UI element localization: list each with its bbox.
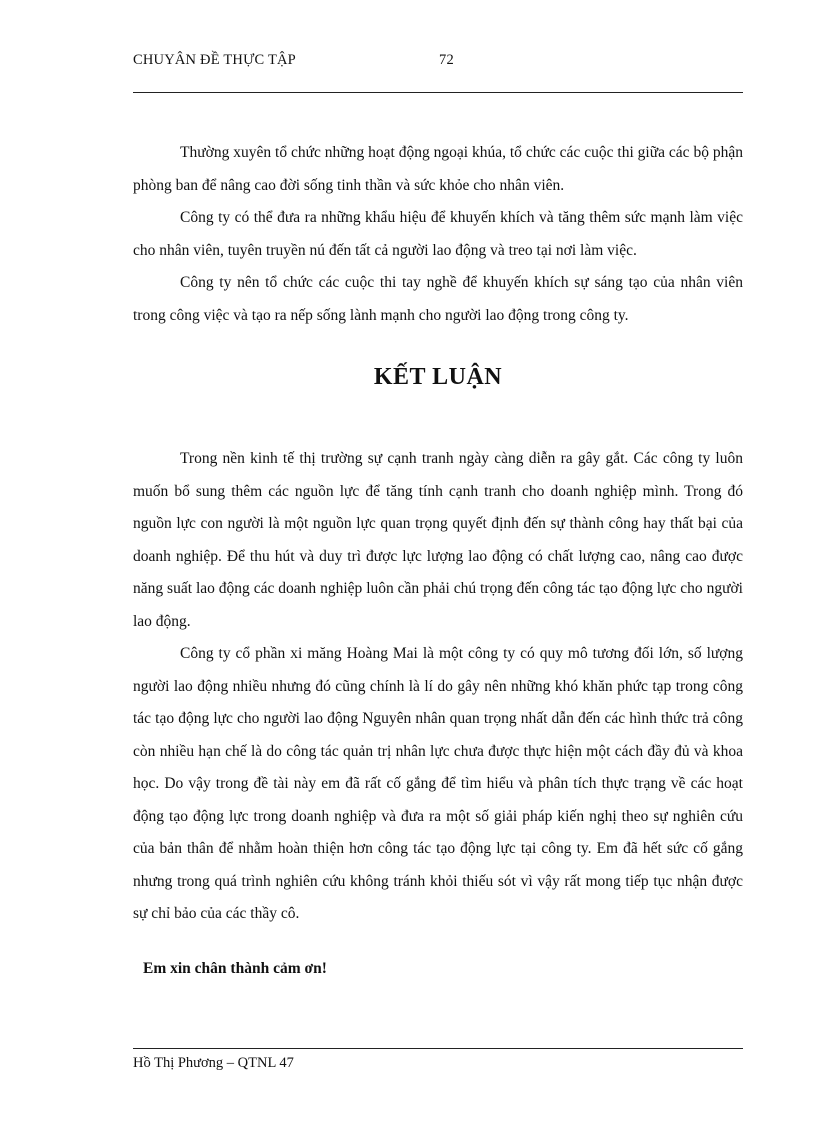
paragraph: Công ty nên tổ chức các cuộc thi tay nghề để khuyến khích sự sáng tạo của nhân viên trong công việc và tạo ra nếp sống lành mạnh cho người lao động trong công ty. xyxy=(133,274,743,324)
paragraph: Công ty có thể đưa ra những khẩu hiệu để khuyến khích và tăng thêm sức mạnh làm việc cho nhân viên, tuyên truyền nú đến tất cả người lao động và treo tại nơi làm việc. xyxy=(133,209,743,259)
footer-author: Hồ Thị Phương – QTNL 47 xyxy=(133,1055,294,1071)
conclusion-heading: KẾT LUẬN xyxy=(373,364,503,390)
paragraph: Thường xuyên tổ chức những hoạt động ngoại khúa, tổ chức các cuộc thi giữa các bộ phận phòng ban để nâng cao đời sống tinh thần và sức khỏe cho nhân viên. xyxy=(133,144,743,194)
header-title: CHUYÂN ĐỀ THỰC TẬP xyxy=(133,52,296,68)
recommendations-section xyxy=(133,137,743,332)
conclusion-section xyxy=(133,443,743,931)
paragraph: Trong nền kinh tế thị trường sự cạnh tranh ngày càng diễn ra gây gắt. Các công ty luôn muốn bổ sung thêm các nguồn lực để tăng tính cạnh tranh cho doanh nghiệp mình. Trong đó nguồn lực con người là một nguồn lực quan trọng quyết định đến sự thành công hay thất bại của doanh nghiệp. Để thu hút và duy trì được lực lượng lao động có chất lượng cao, nâng cao được năng suất lao động các doanh nghiệp luôn cần phải chú trọng đến công tác tạo động lực cho người lao động. xyxy=(133,450,743,630)
page-header xyxy=(133,52,743,76)
footer-rule xyxy=(133,1048,743,1049)
page-number: 72 xyxy=(439,52,454,68)
paragraph: Công ty cổ phần xi măng Hoàng Mai là một công ty có quy mô tương đối lớn, số lượng người lao động nhiều nhưng đó cũng chính là lí do gây nên những khó khăn phức tạp trong công tác tạo động lực cho người lao động Nguyên nhân quan trọng nhất dẫn đến các hình thức trả công còn nhiều hạn chế là do công tác quản trị nhân lực chưa được thực hiện một cách đầy đủ và khoa học. Do vậy trong đề tài này em đã rất cố gắng để tìm hiểu và phân tích thực trạng về các hoạt động tạo động lực trong doanh nghiệp và đưa ra một số giải pháp kiến nghị theo sự nghiên cứu của bản thân để nhằm hoàn thiện hơn công tác tạo động lực tại công ty. Em đã hết sức cố gắng nhưng trong quá trình nghiên cứu không tránh khỏi thiếu sót vì vậy rất mong tiếp tục nhận được sự chỉ bảo của các thầy cô. xyxy=(133,645,743,922)
header-rule xyxy=(133,92,743,93)
closing-line: Em xin chân thành cảm ơn! xyxy=(143,960,327,977)
